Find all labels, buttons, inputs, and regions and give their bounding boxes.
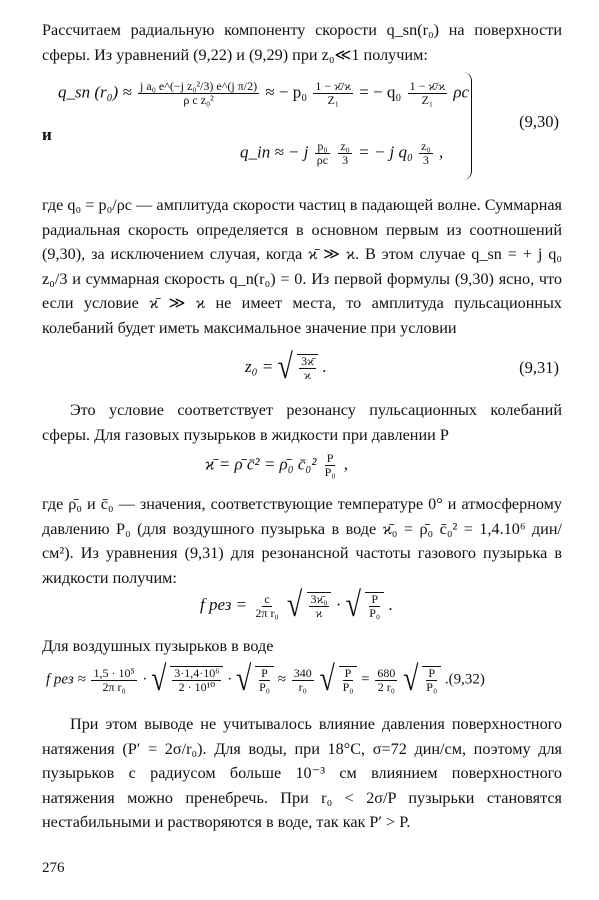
eq-fres-frac: [253, 593, 280, 620]
eq-fres-rad1-den: ϰ: [315, 606, 323, 620]
equation-number-9-32: .(9,32): [444, 671, 485, 688]
eq930-frac5-num: z₀: [340, 139, 350, 153]
eq932-frac2-den: r₀: [298, 679, 307, 694]
eq931-radicand: [297, 354, 318, 382]
eq932-rad1: [172, 667, 221, 694]
eq-fres-dot: ·: [335, 594, 342, 614]
eq930-frac6: [419, 140, 433, 167]
equation-number-9-31: (9,31): [519, 358, 559, 377]
eq-fres-radicand2: [365, 592, 384, 620]
eq932-rad2-num: P: [261, 666, 268, 680]
eq930-frac3: [408, 80, 448, 107]
eq930-mid1: ≈ − p₀: [265, 82, 308, 102]
eq932-approx: ≈: [277, 671, 286, 688]
sqrt-symbol: √: [319, 660, 335, 699]
eq930-frac4: [315, 140, 330, 167]
eq930-frac3-den: Z₁: [421, 93, 434, 107]
eq930-mid3: = − j q₀: [358, 142, 413, 162]
sqrt-symbol: √: [286, 586, 303, 625]
eq932-frac3: [375, 667, 397, 694]
equation-kappa: [205, 452, 348, 479]
eq-kappa-frac-den: P₀: [324, 465, 336, 479]
paragraph-gas-bubble: где ρ̄₀ и c̄₀ — значения, соответствующие температуре 0° и атмосферному давлению P₀ (для воздушного пузырька в воде ϰ̄₀ = ρ̄₀ c̄₀² = 1,4.10⁶ дин/см²). Из уравнения (9,31) для резонансной частоты газового пузырька в жидкости получим:: [42, 495, 562, 587]
eq930-lhs2: q_in ≈ − j: [240, 142, 309, 162]
equation-number-9-30: (9,30): [519, 112, 559, 131]
eq932-radicand2: [255, 666, 274, 694]
eq931-frac-den: ϰ: [304, 368, 311, 382]
paragraph-amplitude: где q₀ = p₀/ρc — амплитуда скорости частиц в падающей волне. Суммарная радиальная скорость определяется в основном первым из соотношений (9,30), за исключением случая, когда ϰ̄ ≫ ϰ. В этом случае q_sn = + j q₀ z₀/3 и суммарная скорость q_n(r₀) = 0. Из первой формулы (9,30) ясно, что если условие ϰ̄ ≫ ϰ не имеет места, то амплитуда пульсационных колебаний будет иметь максимальное значение при условии: [42, 196, 562, 337]
eq932-rad4-num: P: [428, 666, 436, 680]
eq930-frac6-den: 3: [422, 153, 429, 167]
sqrt-symbol: √: [345, 586, 361, 625]
eq930-frac4-num: p₀: [317, 139, 328, 153]
eq930-frac5: [338, 140, 352, 167]
eq932-radicand1: [170, 666, 223, 694]
sqrt-symbol: √: [235, 660, 252, 699]
eq930-conjunction: и: [42, 125, 52, 144]
paragraph-intro: Рассчитаем радиальную компоненту скорости q_sn(r₀) на поверхности сферы. Из уравнений (9,22) и (9,29) при z₀≪1 получим:: [42, 21, 562, 64]
eq-fres-rad2-den: P₀: [369, 606, 381, 620]
eq932-radicand3: [339, 666, 358, 694]
eq-fres-lhs: f рез =: [200, 594, 248, 614]
eq-kappa-frac-num: P: [326, 451, 334, 465]
eq932-eq: =: [361, 671, 370, 688]
equation-9-30-line2: [240, 140, 443, 167]
eq930-frac2: [313, 80, 353, 107]
eq930-frac3-num: 1 − ϰ̄/ϰ: [409, 79, 446, 93]
eq-fres-rad1-num: 3ϰ̄₀: [310, 592, 328, 606]
page-number: 276: [42, 860, 65, 876]
eq930-frac4-den: ρc: [316, 153, 329, 167]
paragraph-resonance: Это условие соответствует резонансу пульсационных колебаний сферы. Для газовых пузырьков в жидкости при давлении P: [42, 401, 562, 444]
equation-f-res: [200, 586, 393, 625]
eq930-frac2-den: Z₁: [327, 93, 339, 107]
eq-fres-rad2: [367, 593, 382, 620]
eq930-end2: ,: [438, 142, 444, 162]
eq931-frac: [299, 355, 316, 382]
eq932-dot2: ·: [227, 671, 233, 688]
eq-fres-frac-den: 2π r₀: [255, 605, 279, 620]
eq932-frac1-den: 2π r₀: [102, 679, 126, 694]
eq932-rad2: [257, 667, 272, 694]
paragraph-surface-tension: При этом выводе не учитывалось влияние давления поверхностного натяжения (P′ = 2σ/r₀). Для воды, при 18°С, σ=72 дин/см, поэтому для пузырьков с радиусом больше 10⁻³ см влиянием поверхностного натяжения можно пренебречь. При r₀ < 2σ/P пузырьки становятся нестабильными и растворяются в воде, так как P′ > P.: [42, 715, 562, 831]
eq-kappa-frac: [323, 452, 338, 479]
eq932-rad1-den: 2 · 10¹⁰: [178, 680, 216, 694]
eq932-rad3-num: P: [344, 666, 352, 680]
eq930-mid2: = − q₀: [359, 82, 402, 102]
eq930-frac2-num: 1 − ϰ̄/ϰ: [315, 79, 351, 93]
eq930-lhs1: q_sn (r₀) ≈: [58, 82, 132, 102]
eq-fres-end: .: [388, 594, 393, 614]
equation-9-30-line1: [58, 80, 469, 107]
paragraph-air-bubbles: Для воздушных пузырьков в воде: [42, 637, 274, 655]
eq932-radicand4: [422, 666, 441, 694]
eq932-rad1-num: 3·1,4·10⁶: [174, 666, 220, 680]
eq932-frac1: [91, 667, 136, 694]
eq-kappa-text: ϰ̄ = ρ̄ c̄² = ρ̄₀ c̄₀²: [205, 454, 317, 474]
eq932-dot: ·: [142, 671, 148, 688]
eq932-rad4-den: P₀: [426, 680, 438, 694]
equation-9-32: [46, 660, 485, 699]
eq930-end1: ρc: [453, 82, 470, 102]
eq-fres-rad1: [309, 593, 330, 620]
sqrt-symbol: √: [403, 660, 419, 699]
equation-9-31: [245, 348, 327, 387]
eq930-frac5-den: 3: [342, 153, 349, 167]
eq930-frac6-num: z₀: [421, 139, 431, 153]
eq930-frac1: [138, 80, 259, 107]
eq931-end: .: [322, 356, 327, 376]
eq932-frac2: [292, 667, 314, 694]
eq932-lhs: f рез ≈: [46, 671, 86, 688]
eq932-rad3: [341, 667, 356, 694]
eq932-frac3-num: 680: [377, 665, 396, 680]
eq-fres-radicand1: [307, 592, 332, 620]
eq931-frac-num: 3ϰ̄: [301, 354, 314, 368]
equation-brace: [463, 72, 472, 180]
eq932-rad4: [424, 667, 439, 694]
sqrt-symbol: √: [277, 348, 293, 387]
eq932-frac3-den: 2 r₀: [377, 679, 395, 694]
eq-kappa-end: ,: [343, 454, 349, 474]
eq932-rad3-den: P₀: [342, 680, 354, 694]
eq931-lhs: z₀ =: [245, 356, 274, 376]
eq930-frac1-den: ρ c z₀²: [183, 93, 214, 107]
eq932-frac1-num: 1,5 · 10⁵: [93, 665, 135, 680]
eq-fres-rad2-num: P: [371, 592, 378, 606]
eq930-frac1-num: j a₀ e^(−j z₀²/3) e^(j π/2): [140, 79, 258, 93]
eq-fres-frac-num: c: [264, 591, 270, 606]
eq932-frac2-num: 340: [293, 665, 312, 680]
eq932-rad2-den: P₀: [259, 680, 270, 694]
sqrt-symbol: √: [151, 660, 167, 699]
